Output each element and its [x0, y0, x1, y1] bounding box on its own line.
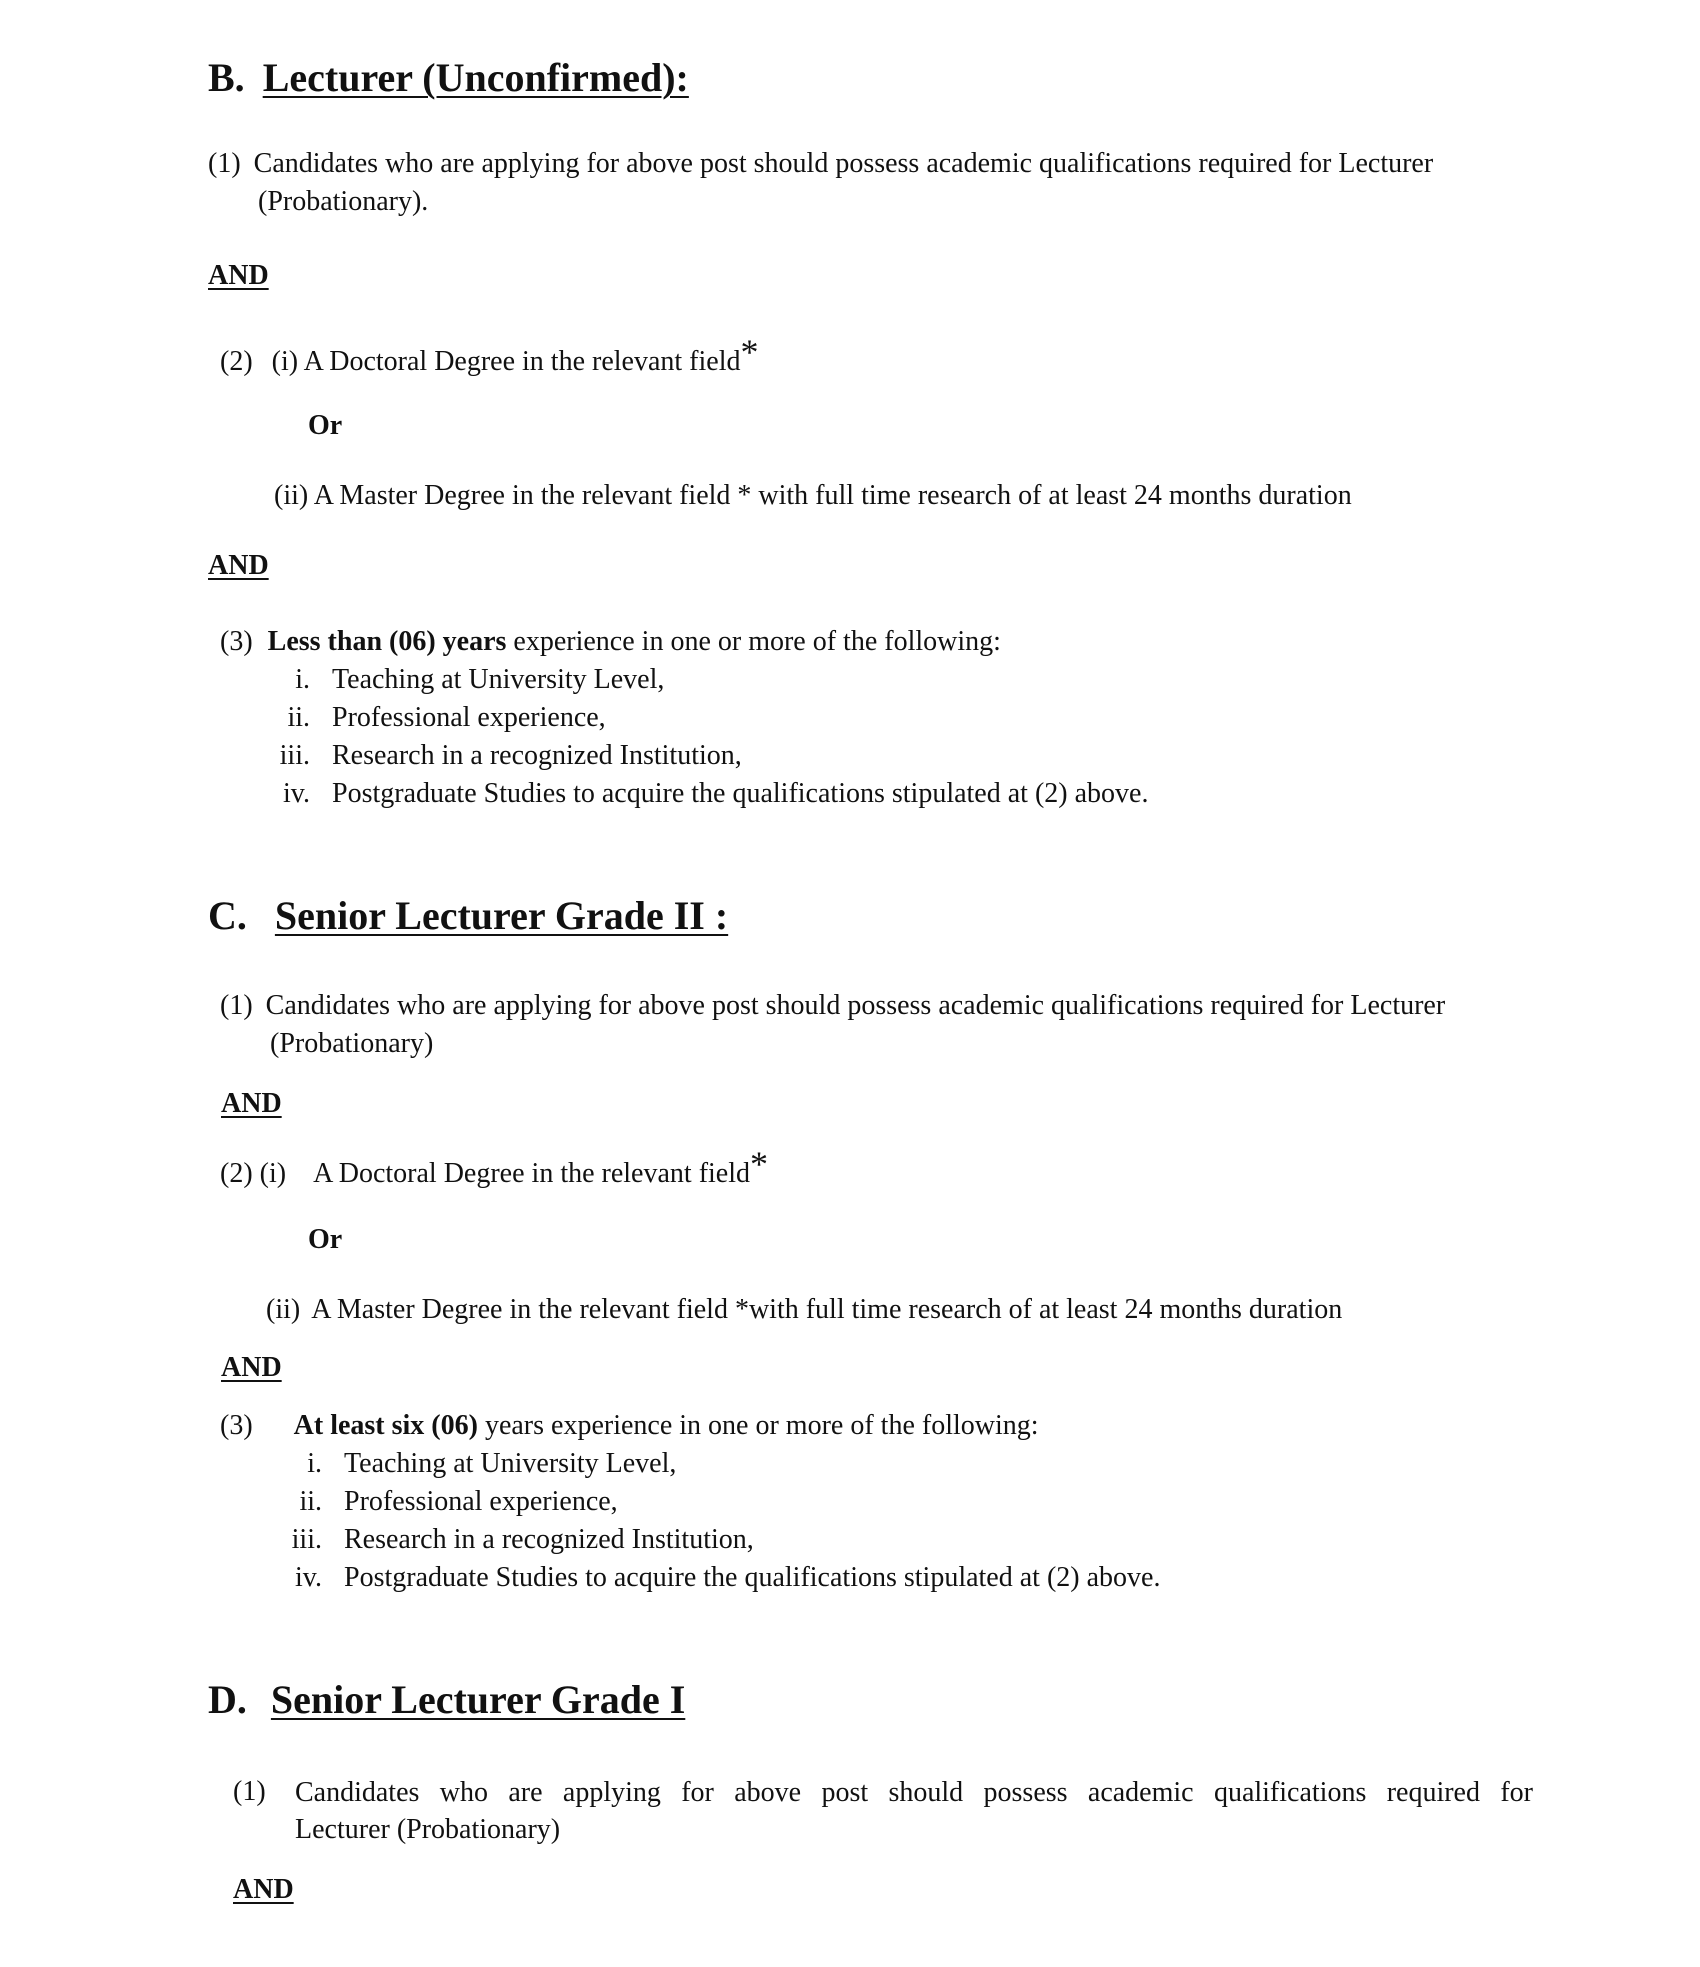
- section-c-item1-line1: [220, 988, 1445, 1024]
- list-text: Teaching at University Level,: [332, 664, 665, 695]
- section-title: Senior Lecturer Grade I: [270, 1677, 686, 1722]
- section-d-item1-line2: Lecturer (Probationary): [295, 1814, 561, 1845]
- list-item: [250, 776, 1148, 812]
- list-item: [262, 1446, 676, 1482]
- section-c-heading: [208, 892, 728, 940]
- sub-item-number: (i): [271, 346, 299, 377]
- list-text: Postgraduate Studies to acquire the qualifications stipulated at (2) above.: [332, 778, 1149, 809]
- section-d-item1-line1: Candidates who are applying for above post should possess academic qualifications required for: [295, 1777, 1533, 1808]
- section-b-or: Or: [308, 410, 343, 441]
- section-b-and-2: AND: [208, 550, 269, 581]
- list-number: iv.: [283, 778, 310, 809]
- sub-item-number: (ii): [266, 1294, 301, 1325]
- section-b-heading: [208, 54, 689, 102]
- item-bold-text: At least six (06): [293, 1410, 478, 1441]
- item-text: years experience in one or more of the following:: [477, 1410, 1039, 1441]
- section-d-and-1: AND: [233, 1874, 294, 1905]
- item-text: experience in one or more of the following:: [506, 626, 1001, 657]
- item-bold-text: Less than (06) years: [267, 626, 507, 657]
- item-number: (1): [220, 990, 253, 1021]
- section-letter: D.: [208, 1677, 247, 1722]
- list-number: ii.: [287, 702, 310, 733]
- section-b-item3: [220, 624, 1001, 660]
- item-number: (3): [220, 626, 253, 657]
- item-text: Candidates who are applying for above post should possess academic qualifications required for Lecturer: [253, 148, 1434, 179]
- item-text: Candidates who are applying for above post should possess academic qualifications required for Lecturer: [265, 990, 1446, 1021]
- section-b-item1-line2: (Probationary).: [258, 186, 429, 217]
- section-b-item2-sub-i: [220, 332, 759, 380]
- list-text: Professional experience,: [344, 1486, 618, 1517]
- item-number: (3): [220, 1410, 253, 1441]
- list-number: iii.: [291, 1524, 322, 1555]
- list-item: [262, 1522, 754, 1558]
- list-number: iii.: [279, 740, 310, 771]
- item-number: (2): [220, 346, 253, 377]
- sub-item-text: A Doctoral Degree in the relevant field: [313, 1158, 751, 1189]
- section-c-or: Or: [308, 1224, 343, 1255]
- item-number: (1): [208, 148, 241, 179]
- asterisk-mark: *: [740, 332, 759, 372]
- list-number: i.: [307, 1448, 322, 1479]
- list-text: Research in a recognized Institution,: [332, 740, 742, 771]
- list-number: iv.: [295, 1562, 322, 1593]
- sub-item-number: (ii): [274, 480, 309, 511]
- section-c-and-1: AND: [221, 1088, 282, 1119]
- section-b-item2-sub-ii: [274, 478, 1352, 514]
- section-b-item1-line1: [208, 146, 1433, 182]
- sub-item-text: A Doctoral Degree in the relevant field: [303, 346, 741, 377]
- section-b-and-1: AND: [208, 260, 269, 291]
- section-title: Lecturer (Unconfirmed):: [262, 55, 689, 100]
- list-text: Professional experience,: [332, 702, 606, 733]
- list-item: [250, 700, 606, 736]
- section-c-item2-sub-ii: [266, 1292, 1342, 1328]
- section-letter: C.: [208, 893, 247, 938]
- sub-item-text: A Master Degree in the relevant field *with full time research of at least 24 months duration: [311, 1294, 1343, 1325]
- list-number: ii.: [299, 1486, 322, 1517]
- section-c-and-2: AND: [221, 1352, 282, 1383]
- list-item: [262, 1484, 618, 1520]
- list-text: Teaching at University Level,: [344, 1448, 677, 1479]
- section-d-heading: [208, 1676, 685, 1724]
- asterisk-mark: *: [750, 1144, 769, 1184]
- list-item: [250, 738, 742, 774]
- section-c-item1-line2: (Probationary): [270, 1028, 434, 1059]
- list-item: [262, 1560, 1160, 1596]
- section-c-item3: [220, 1408, 1039, 1444]
- list-number: i.: [295, 664, 310, 695]
- item-number: (2) (i): [220, 1158, 287, 1189]
- list-item: [250, 662, 664, 698]
- sub-item-text: A Master Degree in the relevant field * with full time research of at least 24 months duration: [313, 480, 1352, 511]
- section-d-item1-number: (1): [233, 1776, 266, 1807]
- section-title: Senior Lecturer Grade II :: [274, 893, 729, 938]
- section-c-item2-sub-i: [220, 1144, 769, 1192]
- list-text: Postgraduate Studies to acquire the qualifications stipulated at (2) above.: [344, 1562, 1161, 1593]
- section-letter: B.: [208, 55, 245, 100]
- list-text: Research in a recognized Institution,: [344, 1524, 754, 1555]
